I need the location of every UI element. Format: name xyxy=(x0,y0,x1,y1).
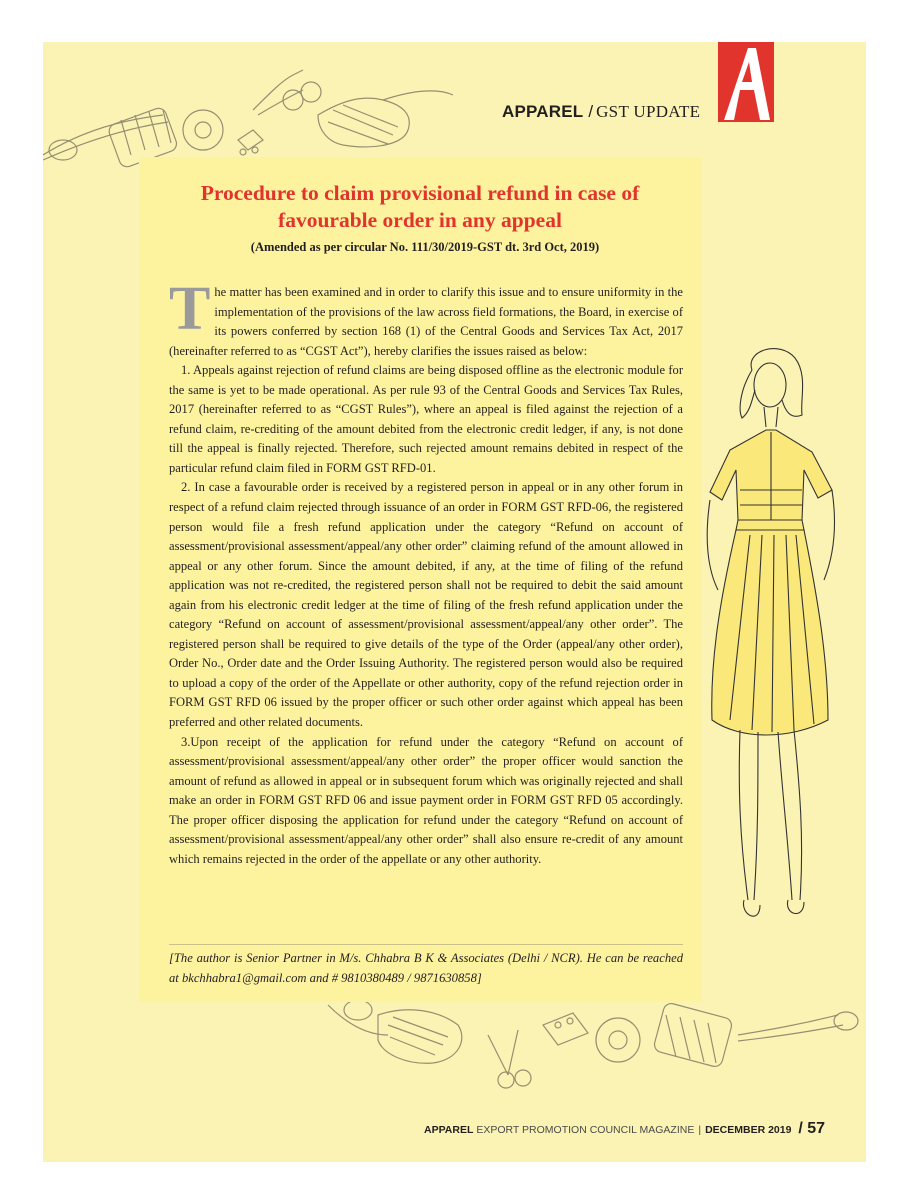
footer-brand: APPAREL xyxy=(424,1124,474,1136)
footer-publication: EXPORT PROMOTION COUNCIL MAGAZINE xyxy=(476,1124,695,1136)
author-note: [The author is Senior Partner in M/s. Chhabra B K & Associates (Delhi / NCR). He can be reached at bkchhabra1@gmail.com and # 9810380489 / 9871630858] xyxy=(169,944,683,988)
footer-issue: DECEMBER 2019 xyxy=(705,1124,792,1136)
point-1-paragraph: 1. Appeals against rejection of refund claims are being disposed offline as the electronic module for the same is yet to be made operational. As per rule 93 of the Central Goods and Services Tax Rules, 2017 (hereinafter referred to as “CGST Rules”), where an appeal is filed against the rejection of a refund claim, re-crediting of the amount debited from the electronic credit ledger, if any, is not done till the appeal is finally rejected. Therefore, such rejected amount remains debited in respect of the particular refund claim filed in FORM GST RFD-01. xyxy=(169,363,683,475)
sewing-tools-illustration-top xyxy=(43,60,463,170)
fashion-model-illustration xyxy=(700,340,840,940)
article-body xyxy=(169,275,683,869)
point-2-paragraph: 2. In case a favourable order is received by a registered person in appeal or in any other forum in respect of a refund claim rejected through issuance of an order in FORM GST RFD-06, the registered person would file a fresh refund application under the category “Refund on account of assessment/provisional assessment/appeal/any other order” claiming refund of the amount allowed in appeal or any other forum. Since the amount debited, if any, at the time of filing of the refund application was not re-credited, the registered person shall not be required to debit the said amount again from his electronic credit ledger at the time of filing of the fresh refund application under the category “Refund on account of assessment/provisional assessment/appeal/any other order”. The registered person shall be required to give details of the type of the Order (appeal/any other order), Order No., Order date and the Order Issuing Authority. The registered person would also be required to upload a copy of the order of the Appellate or other authority, copy of the refund rejection order in FORM GST RFD 06 issued by the proper officer or such other order against which appeal has been preferred and other related documents. xyxy=(169,480,683,730)
intro-paragraph xyxy=(169,275,683,361)
article-title: Procedure to claim provisional refund in case of favourable order in any appeal xyxy=(200,181,640,232)
apparel-logo xyxy=(718,42,774,122)
drop-cap: T xyxy=(169,275,211,343)
header-brand: APPAREL xyxy=(502,102,584,121)
header-section: GST UPDATE xyxy=(596,102,701,121)
article-subtitle: (Amended as per circular No. 111/30/2019-GST dt. 3rd Oct, 2019) xyxy=(250,240,600,254)
page-number: / 57 xyxy=(798,1120,826,1137)
page-footer xyxy=(424,1120,825,1138)
section-header xyxy=(502,102,700,122)
intro-text: he matter has been examined and in order to clarify this issue and to ensure uniformity in the implementation of the provisions of the law across field formations, the Board, in exercise of its powers conferred by section 168 (1) of the Central Goods and Services Tax Act, 2017 (hereinafter referred to as “CGST Act”), hereby clarifies the issues raised as below: xyxy=(169,285,683,358)
footer-divider: | xyxy=(698,1124,702,1136)
point-3-paragraph: 3.Upon receipt of the application for refund under the category “Refund on account of assessment/provisional assessment/appeal/any other order” the proper officer would sanction the amount of refund as allowed in appeal or in subsequent forum which was originally rejected and shall make an order in FORM GST RFD 06 and issue payment order in FORM GST RFD 05 accordingly. The proper officer disposing the application for refund under the category “Refund on account of assessment/provisional assessment/appeal/any other order” shall also ensure re-credit of any amount which remains rejected in the order of the appellate or any other authority. xyxy=(169,734,683,866)
header-separator: / xyxy=(588,102,594,121)
page-number-value: 57 xyxy=(807,1120,826,1137)
